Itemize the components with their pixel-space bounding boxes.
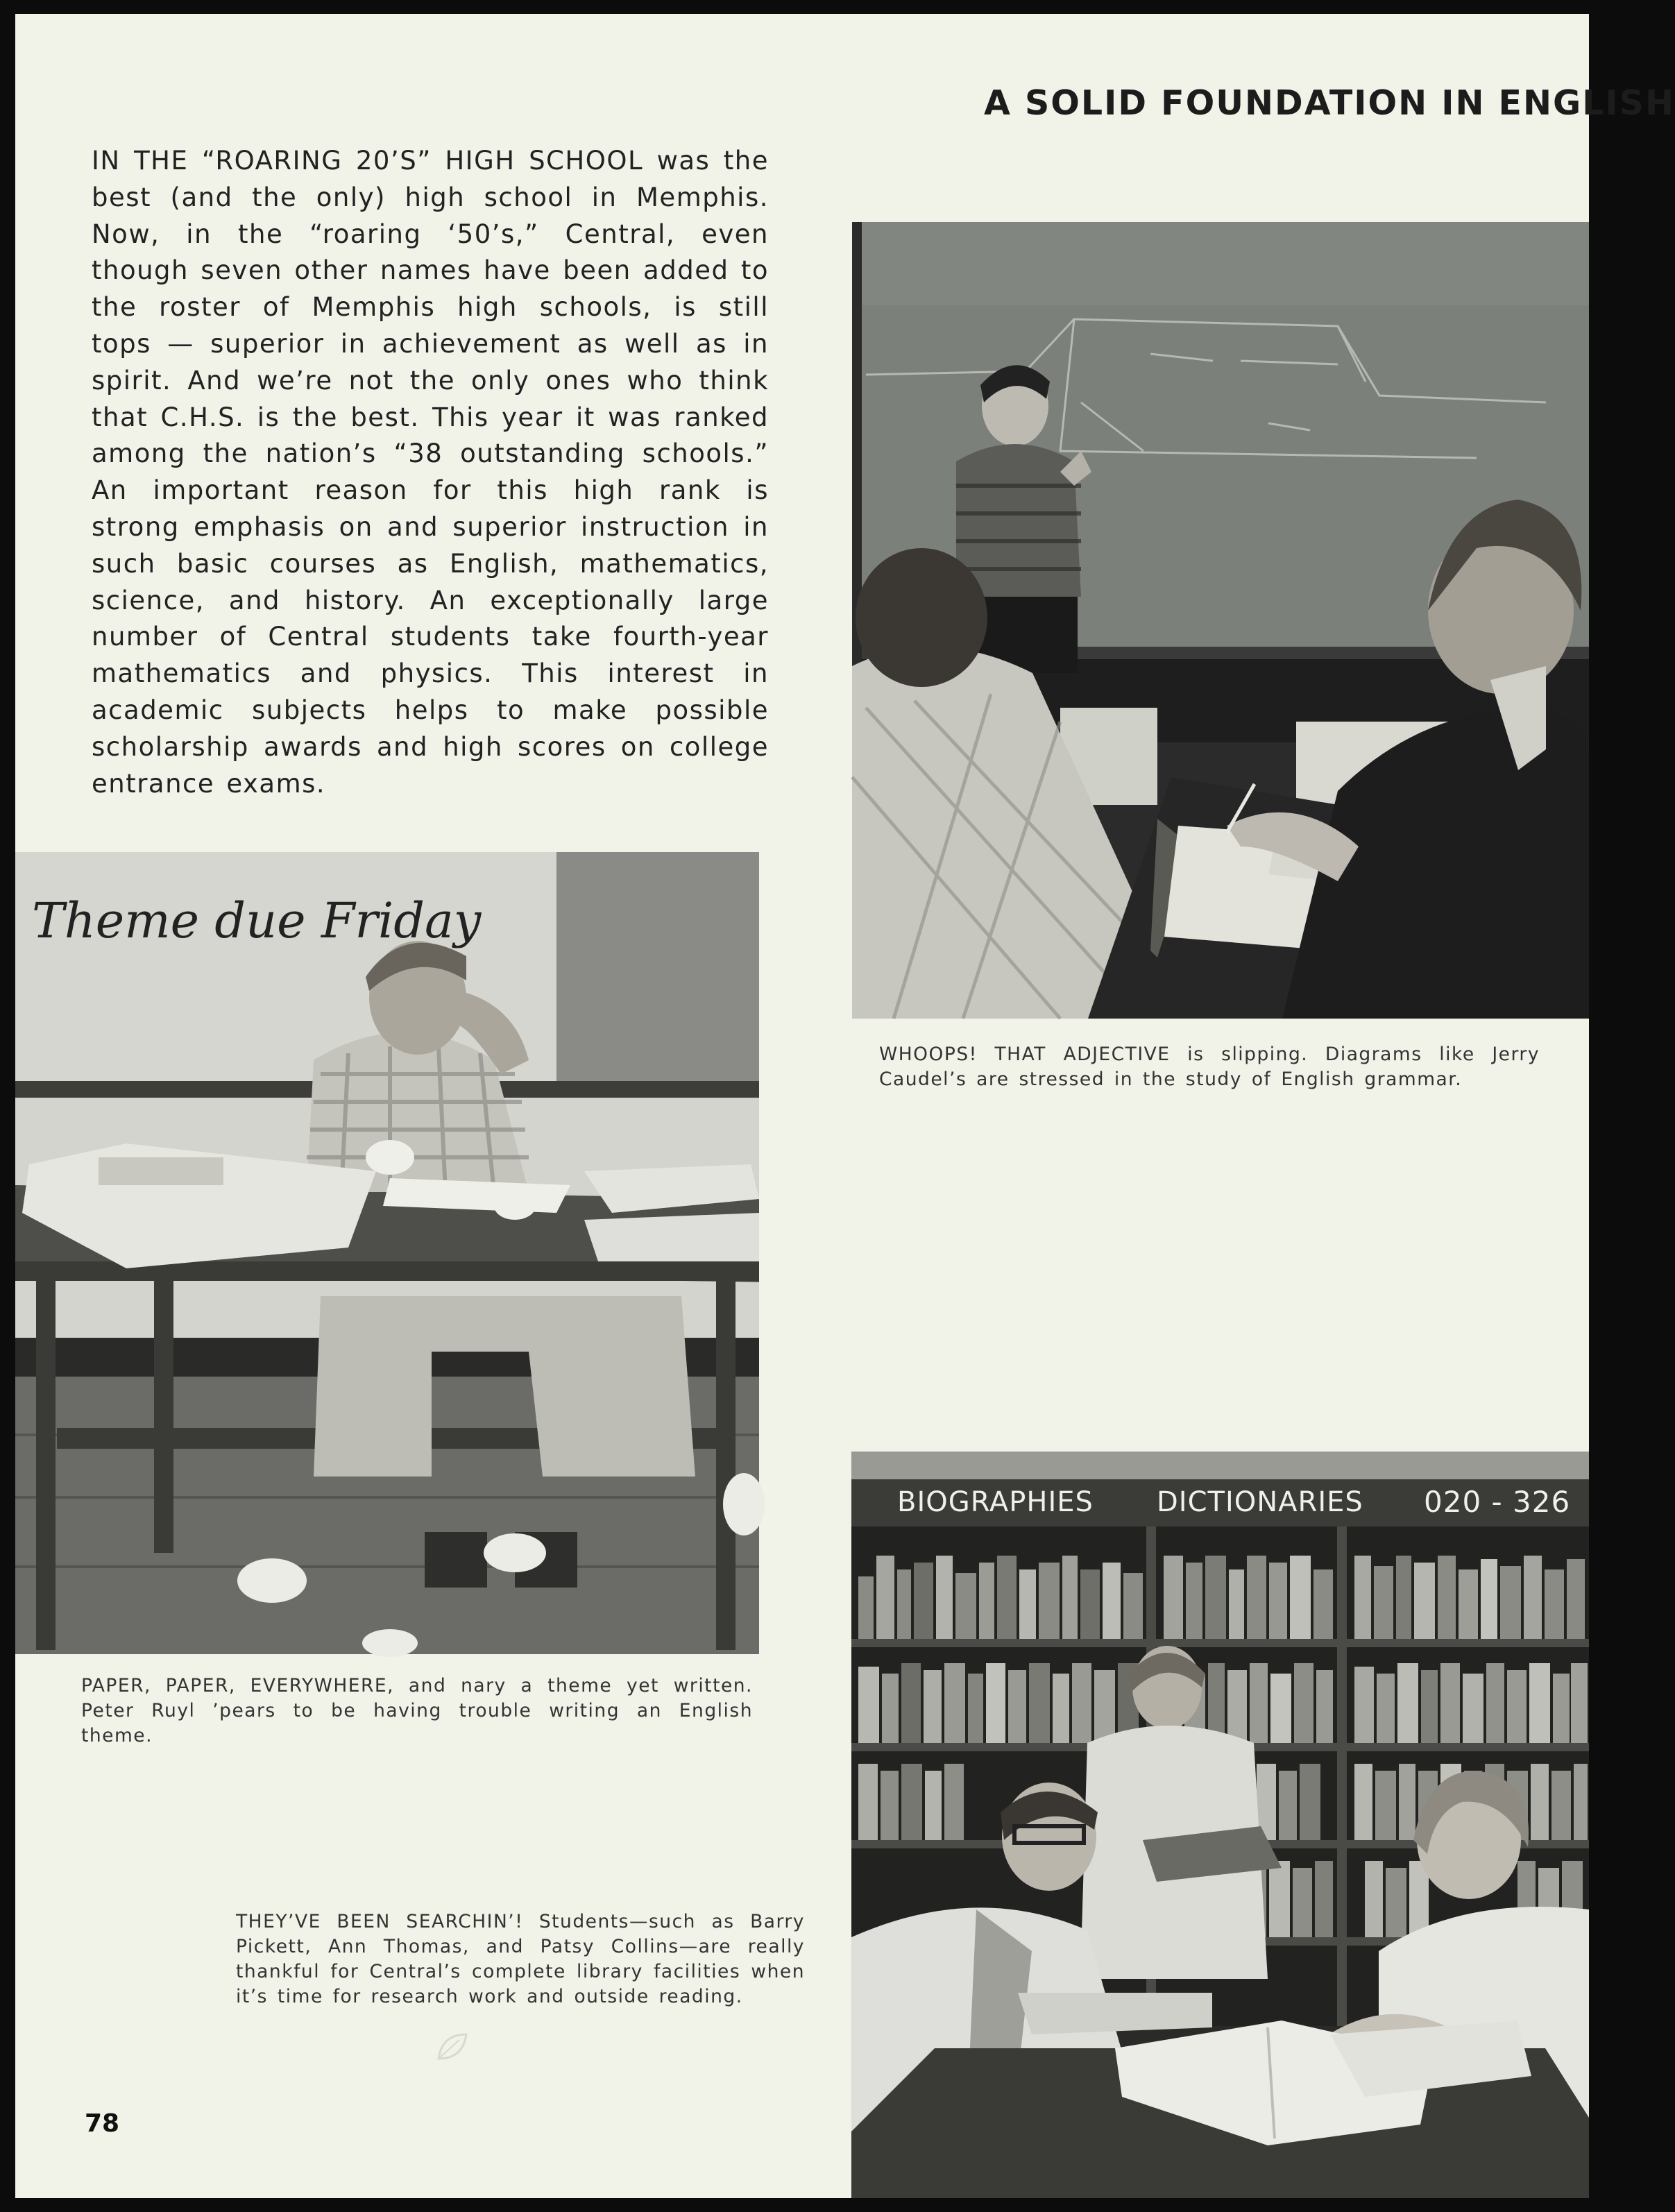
library-sign-numbers: 020 - 326	[1424, 1485, 1571, 1519]
page-heading: A SOLID FOUNDATION IN ENGLISH	[984, 83, 1675, 123]
theme-caption: PAPER, PAPER, EVERYWHERE, and nary a theme yet written. Peter Ruyl ’pears to be having trouble writing an English theme.	[81, 1675, 753, 1746]
board-writing: Theme due Friday	[32, 892, 482, 949]
library-sign-dictionaries: DICTIONARIES	[1157, 1486, 1363, 1518]
library-photo	[851, 1452, 1589, 2198]
blackboard-caption: WHOOPS! THAT ADJECTIVE is slipping. Diagrams like Jerry Caudel’s are stressed in the study of English grammar.	[879, 1044, 1540, 1090]
theme-photo	[15, 852, 759, 1654]
yearbook-page	[15, 14, 1675, 2198]
page-number: 78	[85, 2109, 120, 2138]
intro-paragraph: IN THE “ROARING 20’S” HIGH SCHOOL was the best (and the only) high school in Memphis. Now, in the “roaring ‘50’s,” Central, even though seven other names have been added to the roster of Memphis high schools, is still tops — superior in achievement as well as in spirit. And we’re not the only ones who think that C.H.S. is the best. This year it was ranked among the nation’s “38 outstanding schools.” An important reason for this high rank is strong emphasis on and superior instruction in such basic courses as English, mathematics, science, and history. An exceptionally large number of Central students take fourth-year mathematics and physics. This interest in academic subjects helps to make possible scholarship awards and high scores on college entrance exams.	[92, 146, 769, 799]
blackboard-photo	[852, 222, 1589, 1019]
leaf-icon	[432, 2027, 473, 2069]
library-sign-biographies: BIOGRAPHIES	[897, 1486, 1094, 1518]
library-caption: THEY’VE BEEN SEARCHIN’! Students—such as Barry Pickett, Ann Thomas, and Patsy Collins—are really thankful for Central’s complete library facilities when it’s time for research work and outside reading.	[236, 1911, 805, 2007]
